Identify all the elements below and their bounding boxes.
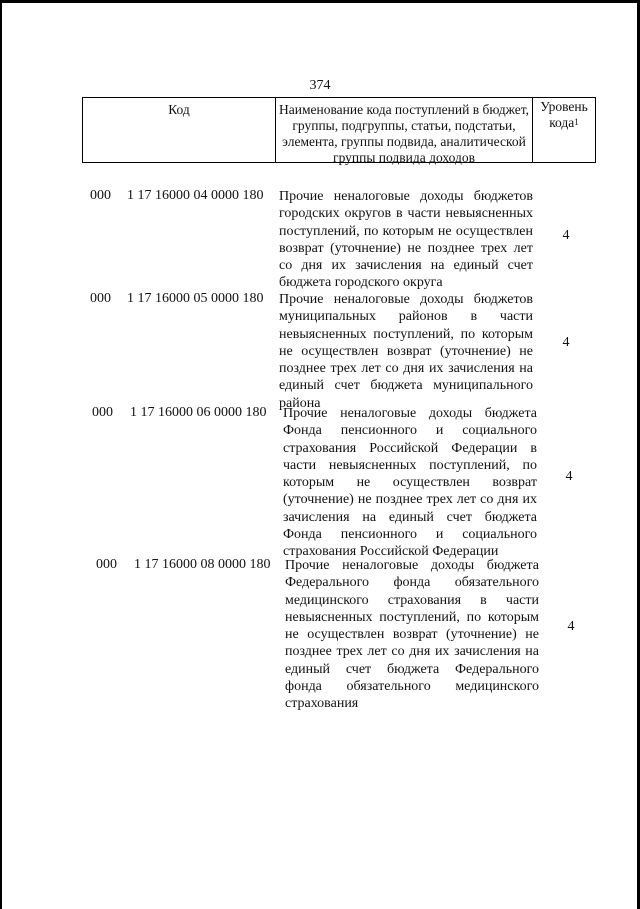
row-description: Прочие неналоговые доходы бюджетов городских округов в части невыясненных поступлений, по которым не осуществлен возврат (уточнение) не позднее трех лет со дня их зачисления на единый счет бюджета городского округа [279, 189, 533, 291]
row-level: 4 [565, 469, 573, 484]
header-name: Наименование кода поступлений в бюджет, группы, подгруппы, статьи, подстатьи, элемента, группы подвида, аналитической группы подвида доходов [276, 98, 533, 162]
table-header [82, 97, 596, 163]
row-income-code: 1 17 16000 04 0000 180 [127, 188, 264, 203]
header-level [533, 98, 595, 162]
row-admin-code: 000 [90, 188, 111, 203]
row-income-code: 1 17 16000 05 0000 180 [127, 291, 264, 306]
row-level: 4 [562, 335, 570, 350]
row-income-code: 1 17 16000 08 0000 180 [134, 557, 271, 572]
row-admin-code: 000 [92, 405, 113, 420]
row-level: 4 [562, 228, 570, 243]
row-admin-code: 000 [90, 291, 111, 306]
row-level: 4 [567, 619, 575, 634]
header-code: Код [83, 98, 276, 162]
header-level-footnote: 1 [574, 117, 579, 127]
row-admin-code: 000 [96, 557, 117, 572]
page-number: 374 [309, 78, 331, 93]
row-description: Прочие неналоговые доходы бюджетов муниципальных районов в части невыясненных поступлений, по которым не осуществлен возврат (уточнение) не позднее трех лет со дня их зачисления на единый счет бюджета муниципального района [279, 292, 533, 411]
header-level-label: Уровень кода [540, 99, 588, 130]
scan-border-left [0, 0, 2, 909]
row-description: Прочие неналоговые доходы бюджета Фонда пенсионного и социального страхования Российской Федерации в части невыясненных поступлений, по которым не осуществлен возврат (уточнение) не позднее трех лет со дня их зачисления на единый счет бюджета Фонда пенсионного и социального страхования Российской Федерации [283, 406, 537, 560]
scan-border-top [0, 0, 640, 3]
row-income-code: 1 17 16000 06 0000 180 [130, 405, 267, 420]
row-description: Прочие неналоговые доходы бюджета Федерального фонда обязательного медицинского страхования в части невыясненных поступлений, по которым не осуществлен возврат (уточнение) не позднее трех лет со дня их зачисления на единый счет бюджета Федерального фонда обязательного медицинского страхования [285, 558, 539, 712]
